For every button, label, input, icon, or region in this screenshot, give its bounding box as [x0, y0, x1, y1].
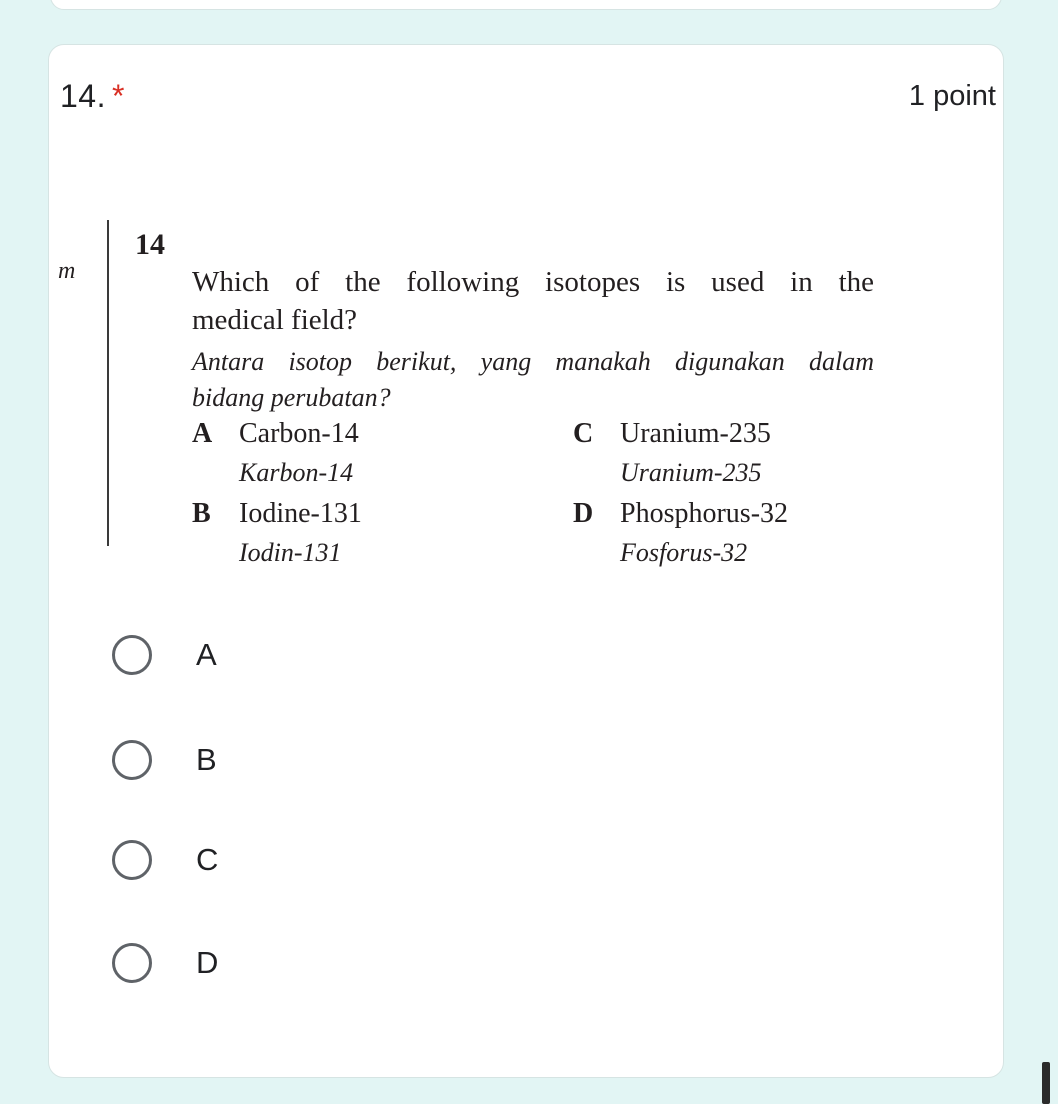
image-option-letter-b: B [192, 498, 211, 529]
choice-b-label: B [196, 742, 217, 777]
choice-d[interactable] [112, 938, 218, 988]
page-margin-rule [107, 220, 109, 546]
image-option-a-malay: Karbon-14 [239, 458, 354, 487]
radio-button-a[interactable] [112, 635, 152, 675]
image-option-letter-a: A [192, 418, 213, 449]
radio-button-d[interactable] [112, 943, 152, 983]
image-option-d-malay: Fosforus-32 [620, 538, 748, 567]
question-number: 14. [60, 78, 106, 114]
image-option-letter-c: C [573, 418, 594, 449]
image-option-b-malay: Iodin-131 [239, 538, 342, 567]
radio-button-c[interactable] [112, 840, 152, 880]
previous-question-card [50, 0, 1002, 10]
question-image [58, 208, 898, 567]
image-option-c-malay: Uranium-235 [620, 458, 762, 487]
malay-question-line-2: bidang perubatan? [192, 383, 391, 412]
image-option-b-english: Iodine-131 [239, 498, 362, 529]
margin-text-fragment: m [58, 258, 76, 284]
english-question-line-1: Which of the following isotopes is used in the [192, 266, 874, 298]
choice-d-label: D [196, 945, 219, 980]
malay-question-line-1: Antara isotop berikut, yang manakah digunakan dalam [192, 347, 874, 376]
image-option-d-english: Phosphorus-32 [620, 498, 789, 529]
english-question-line-2: medical field? [192, 304, 358, 336]
choice-a-label: A [196, 637, 217, 672]
image-option-a-english: Carbon-14 [239, 418, 359, 449]
image-option-letter-d: D [573, 498, 594, 529]
choice-c[interactable] [112, 835, 218, 885]
question-points: 1 point [908, 80, 996, 112]
choice-a[interactable] [112, 630, 217, 680]
choice-b[interactable] [112, 735, 217, 785]
image-question-number: 14 [135, 228, 165, 261]
required-asterisk: * [111, 78, 125, 114]
scrollbar-thumb[interactable] [1042, 1062, 1050, 1104]
question-title [60, 78, 125, 115]
choice-c-label: C [196, 842, 219, 877]
image-option-c-english: Uranium-235 [620, 418, 771, 449]
question-card [48, 44, 1004, 1078]
radio-button-b[interactable] [112, 740, 152, 780]
